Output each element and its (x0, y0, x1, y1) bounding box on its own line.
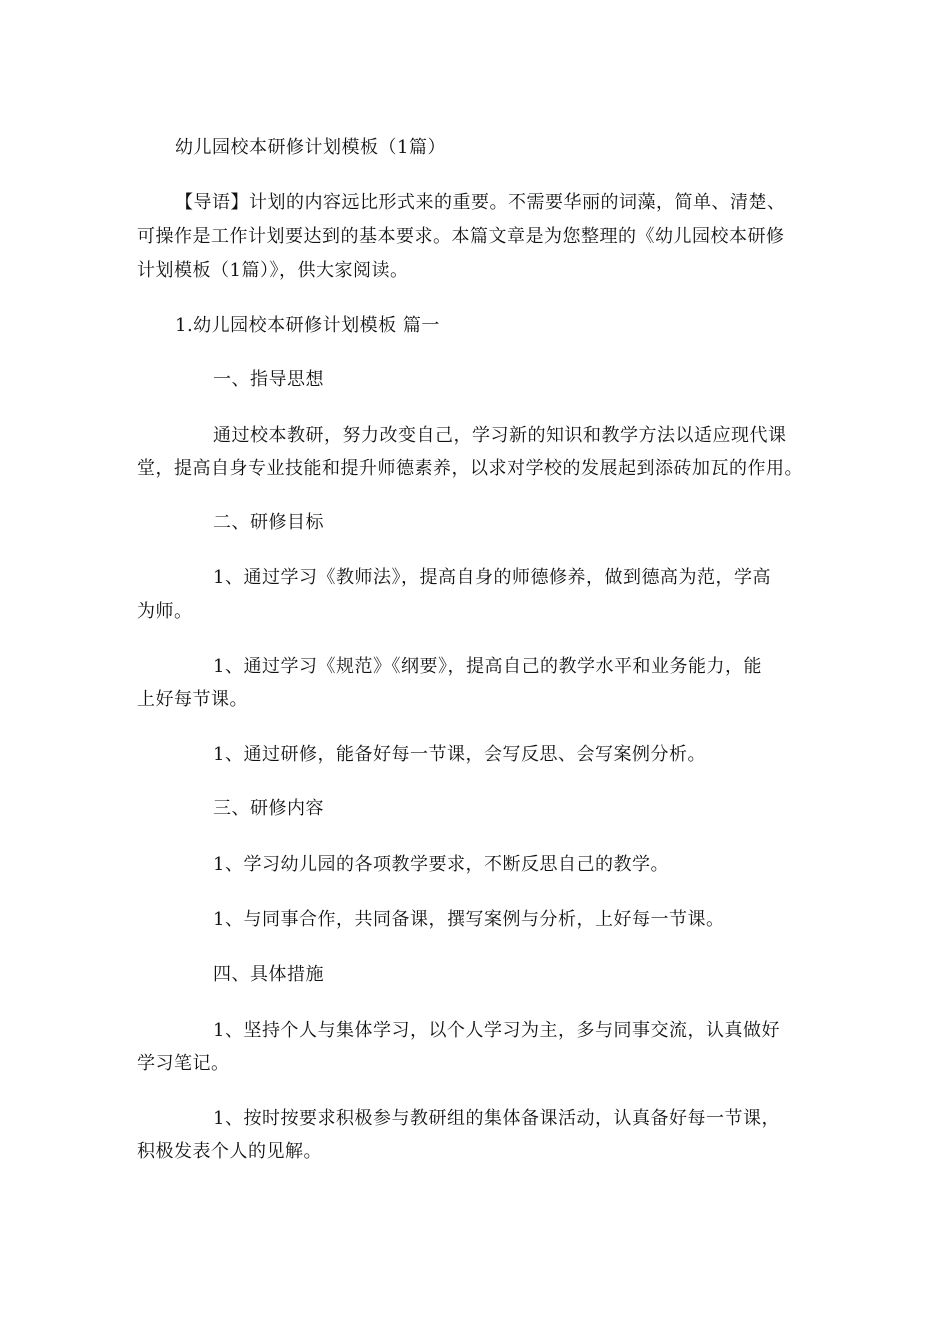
list-item-line: 积极发表个人的见解。 (137, 1141, 322, 1162)
list-item-line: 1、按时按要求积极参与教研组的集体备课活动，认真备好每一节课， (213, 1108, 780, 1129)
list-item-line: 上好每节课。 (137, 689, 248, 710)
list-item-line: 1、坚持个人与集体学习，以个人学习为主，多与同事交流，认真做好 (213, 1020, 780, 1041)
list-item-line: 为师。 (137, 601, 193, 622)
section-heading-guiding-ideology: 一、指导思想 (213, 369, 324, 390)
list-item-line: 1、通过学习《规范》《纲要》，提高自己的教学水平和业务能力，能 (213, 656, 762, 677)
paragraph-line: 通过校本教研，努力改变自己，学习新的知识和教学方法以适应现代课 (213, 425, 787, 446)
list-item-line: 1、通过研修，能备好每一节课，会写反思、会写案例分析。 (213, 744, 706, 765)
intro-line: 计划模板（1篇）》，供大家阅读。 (137, 260, 409, 281)
paragraph-line: 堂，提高自身专业技能和提升师德素养，以求对学校的发展起到添砖加瓦的作用。 (137, 458, 803, 479)
list-item-line: 1、与同事合作，共同备课，撰写案例与分析，上好每一节课。 (213, 909, 725, 930)
list-item-line: 1、通过学习《教师法》，提高自身的师德修养，做到德高为范，学高 (213, 567, 771, 588)
intro-line: 【导语】计划的内容远比形式来的重要。不需要华丽的词藻，简单、清楚、 (175, 192, 786, 213)
section-heading-specific-measures: 四、具体措施 (213, 964, 324, 985)
intro-line: 可操作是工作计划要达到的基本要求。本篇文章是为您整理的《幼儿园校本研修 (137, 226, 785, 247)
section-heading-training-content: 三、研修内容 (213, 798, 324, 819)
article-title: 1.幼儿园校本研修计划模板 篇一 (175, 315, 440, 336)
list-item-line: 1、学习幼儿园的各项教学要求，不断反思自己的教学。 (213, 854, 669, 875)
list-item-line: 学习笔记。 (137, 1053, 230, 1074)
section-heading-training-goals: 二、研修目标 (213, 512, 324, 533)
document-title: 幼儿园校本研修计划模板（1篇） (175, 137, 446, 158)
